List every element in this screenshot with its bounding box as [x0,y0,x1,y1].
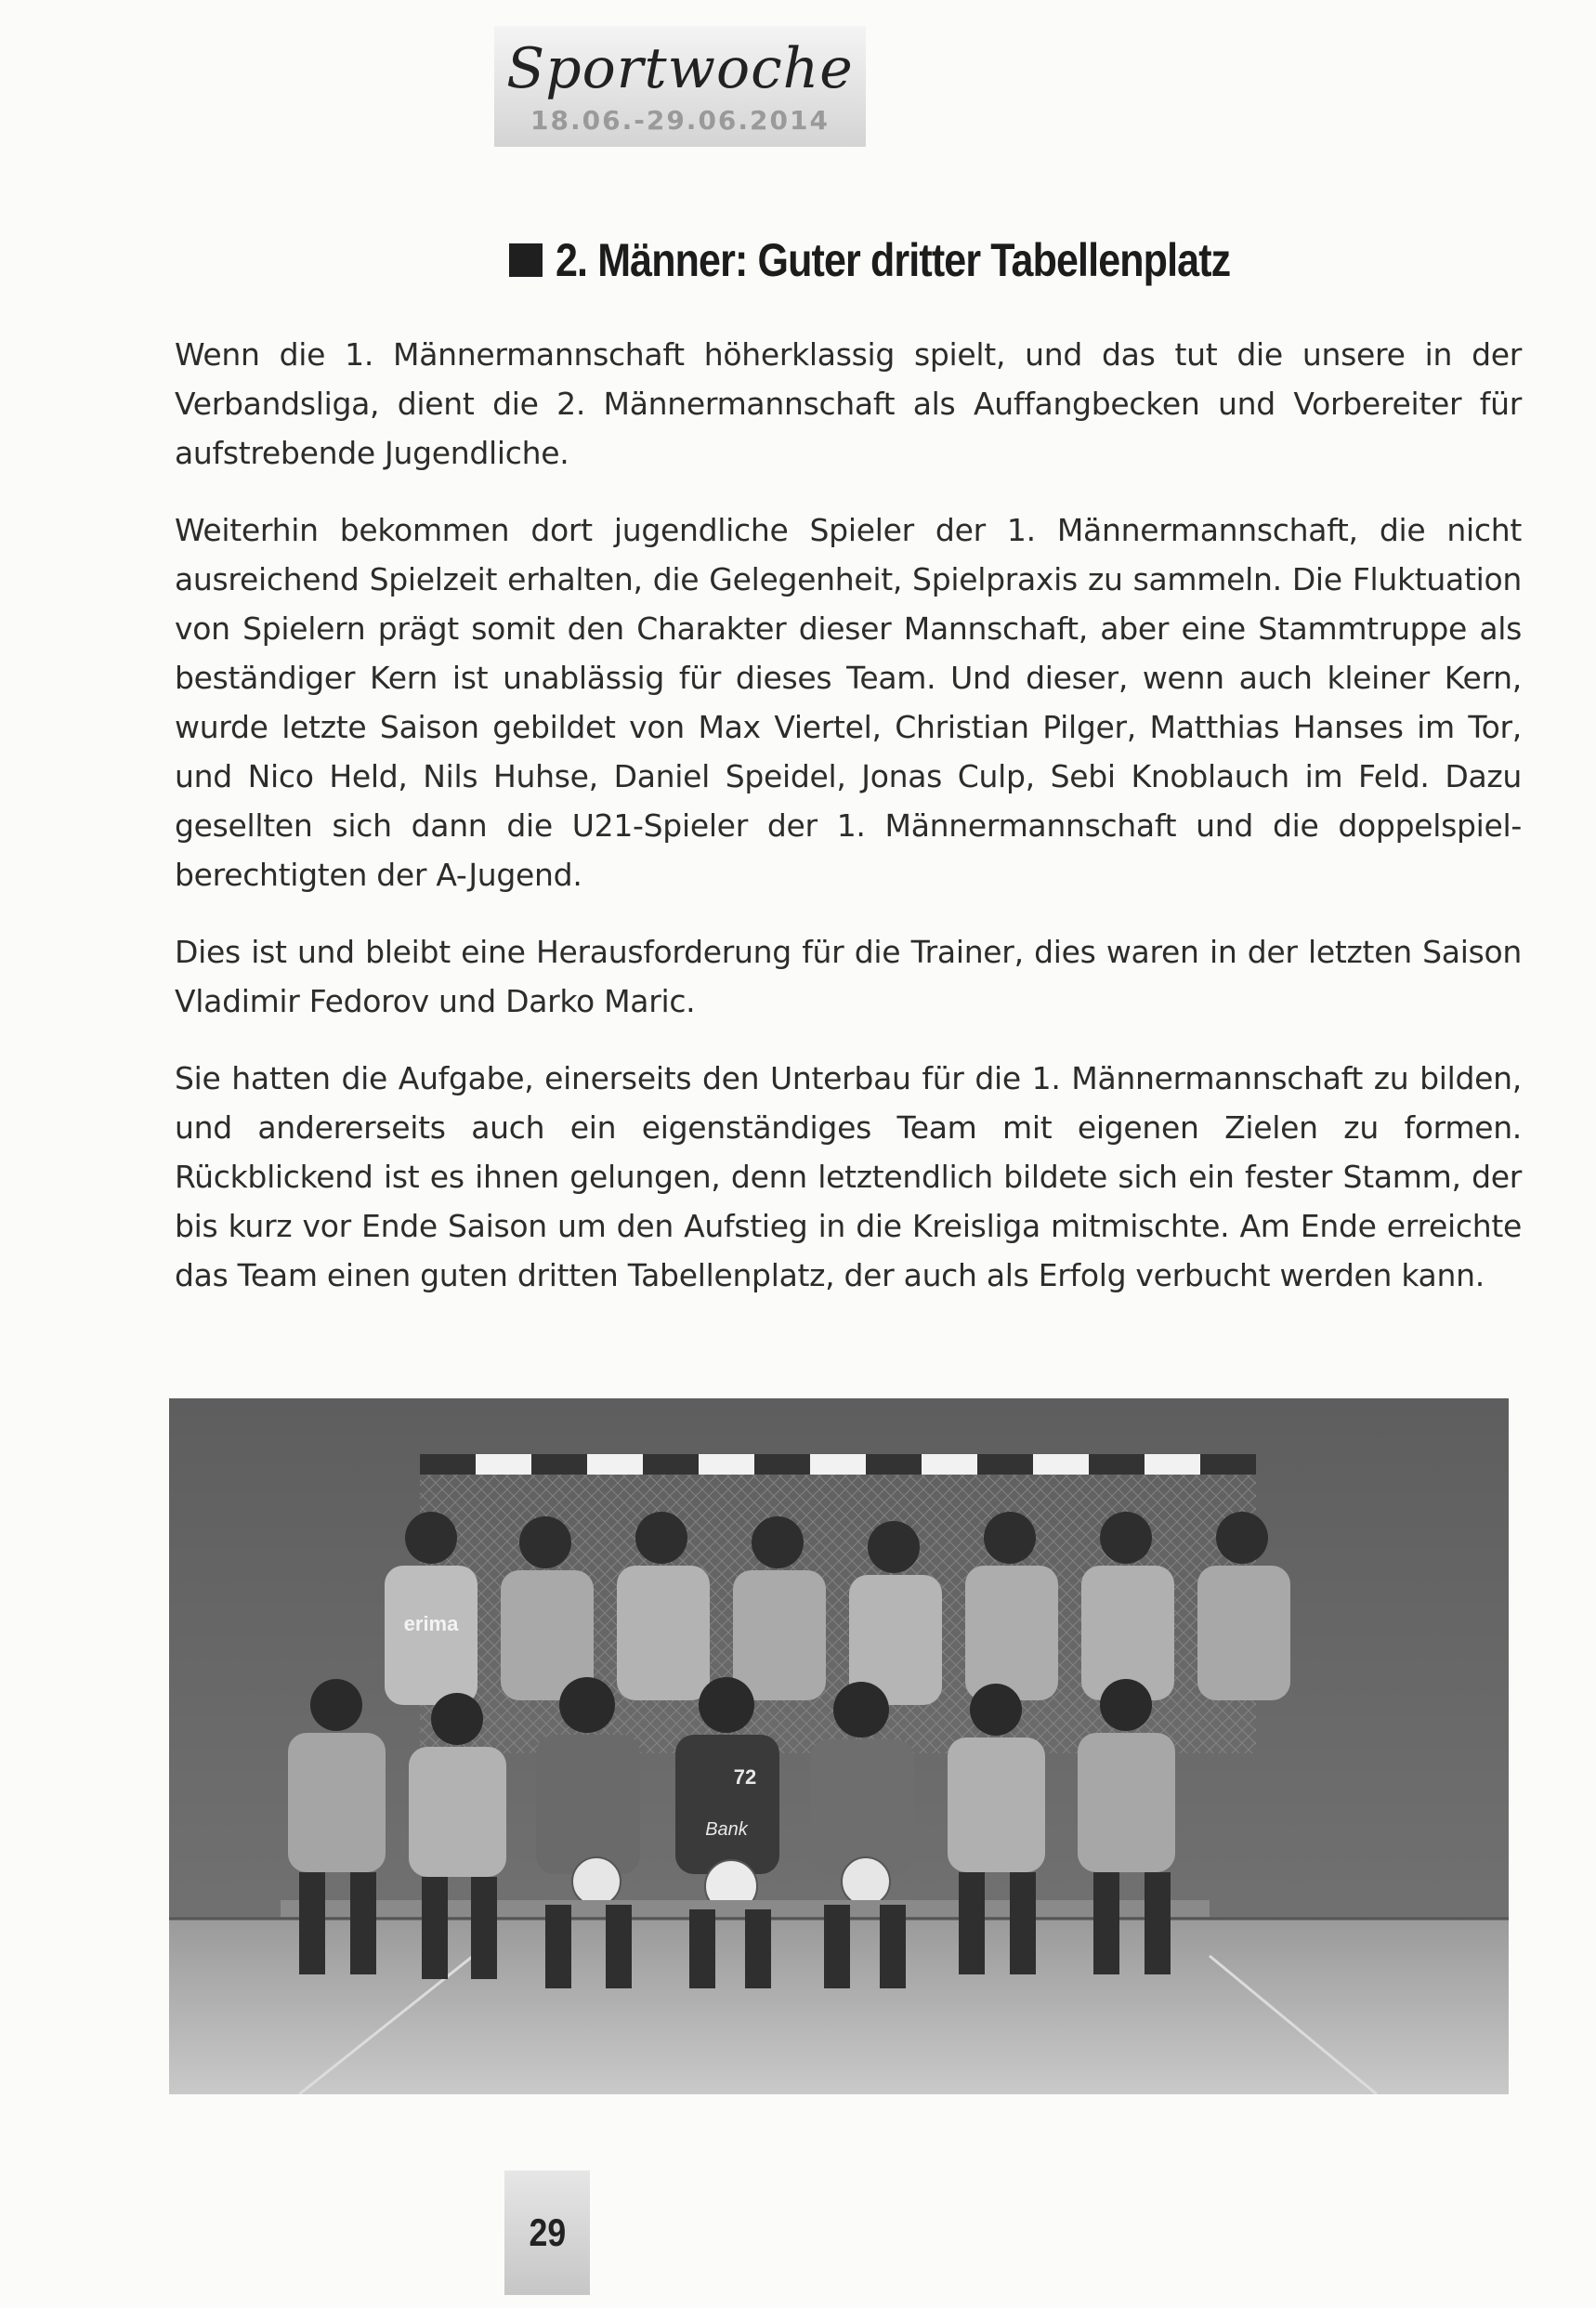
jersey-text-1: erima [403,1612,459,1635]
masthead-dates: 18.06.-29.06.2014 [530,105,830,136]
square-bullet-icon [509,243,543,277]
page-number-box [504,2170,590,2295]
masthead-brand: Sportwoche [506,36,854,101]
paragraph-3: Dies ist und bleibt eine Herausforderung für die Trainer, dies waren in der letzten Saison Vladimir Fedorov und Darko Maric. [175,934,1522,1019]
paragraph-2: Weiterhin bekommen dort jugendliche Spieler der 1. Männermannschaft, die nicht ausreichend Spielzeit erhalten, die Gelegenheit, Spielpraxis zu sammeln. Die Fluktuation von Spielern prägt somit den Charakter dieser Mannschaft, aber eine Stammtruppe als beständiger Kern ist unablässig für dieses Team. Und dieser, wenn auch kleiner Kern, wurde letzte Saison gebildet von Max Viertel, Christian Pilger, Matthias Hanses im Tor, und Nico Held, Nils Huhse, Daniel Speidel, Jonas Culp, Sebi Knoblauch im Feld. Dazu gesellten sich dann die U21-Spieler der 1. Männermannschaft und die doppelspiel-berechtigten der A-Jugend. [175,512,1522,893]
jersey-text-2: 72 [733,1765,757,1789]
article-headline [509,223,1531,297]
paragraph-1: Wenn die 1. Männermannschaft höherklassig spielt, und das tut die unsere in der Verbandsliga, dient die 2. Männermannschaft als Auffangbecken und Vorbereiter für aufstrebende Jugendliche. [175,336,1522,471]
article-body [175,330,1522,1328]
team-photo [169,1398,1509,2094]
headline-text: 2. Männer: Guter dritter Tabellenplatz [556,234,1231,286]
jersey-text-3: Bank [705,1819,748,1840]
page-number: 29 [529,2210,566,2254]
masthead [494,26,866,147]
paragraph-4: Sie hatten die Aufgabe, einerseits den Unterbau für die 1. Männermannschaft zu bilden, und andererseits auch ein eigenständiges Team mit eigenen Zielen zu formen. Rückblickend ist es ihnen gelungen, denn letztendlich bildete sich ein fester Stamm, der bis kurz vor Ende Saison um den Aufstieg in die Kreisliga mitmischte. Am Ende erreichte das Team einen guten dritten Tabellenplatz, der auch als Erfolg verbucht werden kann. [175,1060,1522,1293]
